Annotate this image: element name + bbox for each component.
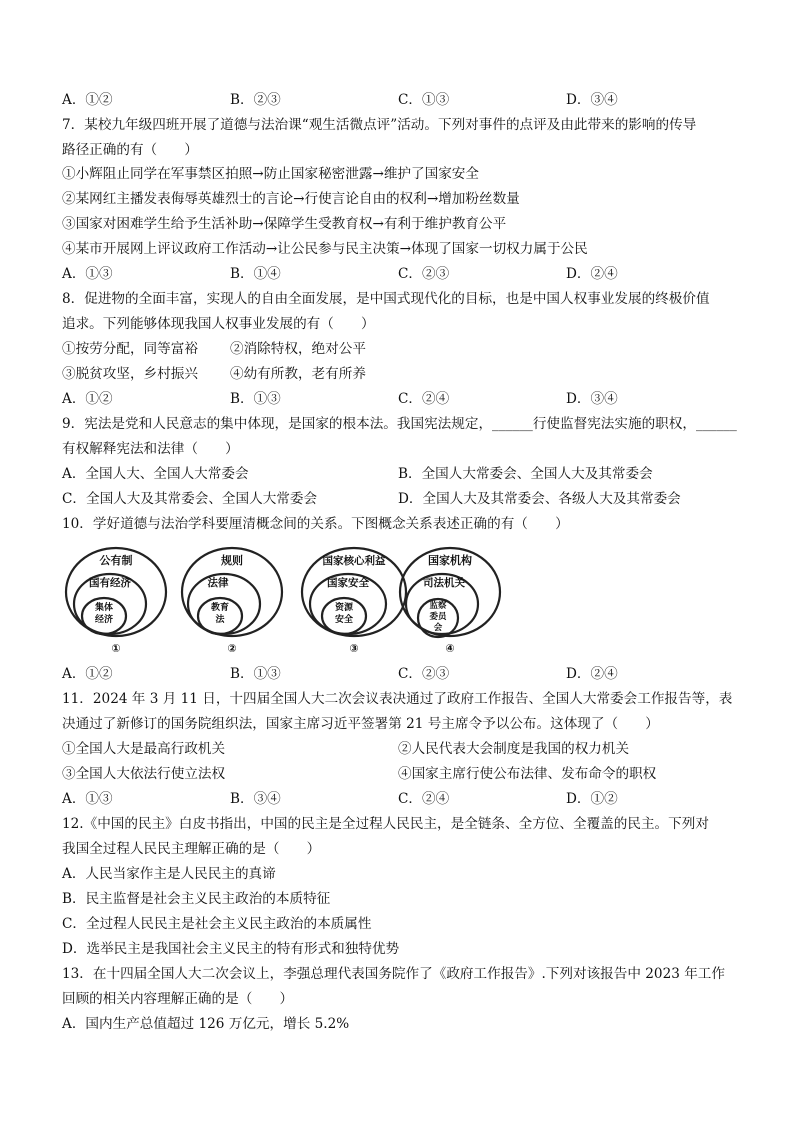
q9-stem-line-2: 有权解释宪法和法律（ ） [62, 441, 239, 457]
q8-item-4: ④幼有所教，老有所养 [230, 366, 366, 382]
q7-option-c: C．②③ [398, 266, 450, 282]
diagram2-number: ② [227, 642, 237, 655]
q9-stem-line-1: 9．宪法是党和人民意志的集中体现，是国家的根本法。我国宪法规定，______行使监督宪法实施的职权，______ [62, 416, 737, 432]
q12-option-d: D．选举民主是我国社会主义民主的特有形式和独特优势 [62, 941, 400, 957]
q7-item-2: ②某网红主播发表侮辱英雄烈士的言论→行使言论自由的权利→增加粉丝数量 [62, 191, 520, 207]
q7-item-3: ③国家对困难学生给予生活补助→保障学生受教育权→有利于维护教育公平 [62, 216, 507, 232]
diagram3-number: ③ [349, 642, 359, 655]
q11-item-1: ①全国人大是最高行政机关 [62, 741, 226, 757]
q8-item-2: ②消除特权，绝对公平 [230, 341, 366, 357]
q8-item-1: ①按劳分配，同等富裕 [62, 341, 198, 357]
q7-stem-line-2: 路径正确的有（ ） [62, 142, 198, 158]
q6-option-c: C．①③ [398, 92, 450, 108]
q11-item-3: ③全国人大依法行使立法权 [62, 766, 226, 782]
q11-option-a: A．①③ [62, 791, 113, 807]
diagram3-middle-label: 国家安全 [327, 577, 369, 589]
q8-option-b: B．①③ [230, 391, 281, 407]
diagram4-outer-label: 国家机构 [428, 554, 472, 567]
concept-diagram-3 [302, 548, 406, 655]
q13-option-a: A．国内生产总值超过 126 万亿元，增长 5.2% [62, 1016, 350, 1032]
q8-option-a: A．①② [62, 391, 113, 407]
q9-option-c: C．全国人大及其常委会、全国人大常委会 [62, 491, 318, 507]
q7-item-1: ①小辉阻止同学在军事禁区拍照→防止国家秘密泄露→维护了国家安全 [62, 166, 479, 182]
diagram1-outer-label: 公有制 [99, 554, 133, 567]
diagram4-middle-label: 司法机关 [423, 577, 465, 589]
q13-stem-line-2: 回顾的相关内容理解正确的是（ ） [62, 991, 294, 1007]
q12-option-a: A．人民当家作主是人民民主的真谛 [62, 866, 276, 882]
diagram1-middle-label: 国有经济 [89, 577, 131, 589]
q11-option-b: B．③④ [230, 791, 281, 807]
q12-option-b: B．民主监督是社会主义民主政治的本质特征 [62, 891, 331, 907]
q8-stem-line-1: 8．促进物的全面丰富，实现人的自由全面发展，是中国式现代化的目标，也是中国人权事业发展的终极价值 [62, 291, 710, 307]
q11-item-2: ②人民代表大会制度是我国的权力机关 [398, 741, 630, 757]
q6-option-d: D．③④ [566, 92, 618, 108]
q11-stem-line-2: 决通过了新修订的国务院组织法，国家主席习近平签署第 21 号主席令予以公布。这体现了（ ） [62, 716, 659, 732]
diagram4-number: ④ [445, 642, 455, 655]
q6-option-b: B．②③ [230, 92, 281, 108]
q9-option-d: D．全国人大及其常委会、各级人大及其常委会 [398, 491, 681, 507]
q11-option-c: C．②④ [398, 791, 450, 807]
diagram1-inner-label-2: 经济 [94, 615, 114, 625]
q11-item-4: ④国家主席行使公布法律、发布命令的职权 [398, 766, 657, 782]
concept-diagram-4 [400, 548, 500, 655]
q7-option-d: D．②④ [566, 266, 618, 282]
diagram4-inner-label-1: 监察 [429, 601, 447, 611]
q8-option-d: D．③④ [566, 391, 618, 407]
diagram3-outer-label: 国家核心利益 [322, 555, 386, 567]
q6-option-a: A．①② [62, 92, 113, 108]
q10-option-b: B．①③ [230, 666, 281, 682]
concept-diagram-2 [182, 548, 282, 655]
q13-stem-line-1: 13．在十四届全国人大二次会议上，李强总理代表国务院作了《政府工作报告》.下列对该报告中 2023 年工作 [62, 966, 725, 982]
q10-option-a: A．①② [62, 666, 113, 682]
q7-stem-line-1: 7．某校九年级四班开展了道德与法治课“观生活微点评”活动。下列对事件的点评及由此带来的影响的传导 [62, 117, 697, 133]
diagram3-inner-label-1: 资源 [334, 603, 354, 613]
q10-option-c: C．②③ [398, 666, 450, 682]
q9-option-a: A．全国人大、全国人大常委会 [62, 466, 249, 482]
diagram2-inner-label-2: 法 [215, 615, 225, 625]
q8-stem-line-2: 追求。下列能够体现我国人权事业发展的有（ ） [62, 316, 375, 332]
diagram2-middle-label: 法律 [207, 577, 229, 589]
q10-concept-diagrams [62, 542, 502, 658]
q9-option-b: B．全国人大常委会、全国人大及其常委会 [398, 466, 653, 482]
q10-option-d: D．②④ [566, 666, 618, 682]
q12-stem-line-2: 我国全过程人民民主理解正确的是（ ） [62, 841, 321, 857]
concept-diagram-1 [66, 548, 166, 655]
diagram4-inner-label-2: 委员 [429, 612, 447, 622]
q12-option-c: C．全过程人民民主是社会主义民主政治的本质属性 [62, 916, 372, 932]
diagram1-number: ① [111, 642, 121, 655]
q7-option-a: A．①③ [62, 266, 113, 282]
diagram1-inner-label-1: 集体 [94, 603, 114, 613]
q12-stem-line-1: 12.《中国的民主》白皮书指出，中国的民主是全过程人民民主，是全链条、全方位、全覆盖的民主。下列对 [62, 816, 709, 832]
diagram3-inner-label-2: 安全 [334, 615, 354, 625]
q8-item-3: ③脱贫攻坚，乡村振兴 [62, 366, 198, 382]
q7-option-b: B．①④ [230, 266, 281, 282]
q11-stem-line-1: 11．2024 年 3 月 11 日，十四届全国人大二次会议表决通过了政府工作报告、全国人大常委会工作报告等，表 [62, 691, 733, 707]
diagram2-outer-label: 规则 [221, 554, 243, 567]
q8-option-c: C．②④ [398, 391, 450, 407]
q7-item-4: ④某市开展网上评议政府工作活动→让公民参与民主决策→体现了国家一切权力属于公民 [62, 241, 588, 257]
q10-stem: 10．学好道德与法治学科要厘清概念间的关系。下图概念关系表述正确的有（ ） [62, 516, 569, 532]
diagram2-inner-label-1: 教育 [210, 603, 230, 613]
q11-option-d: D．①② [566, 791, 618, 807]
diagram4-inner-label-3: 会 [433, 623, 443, 633]
